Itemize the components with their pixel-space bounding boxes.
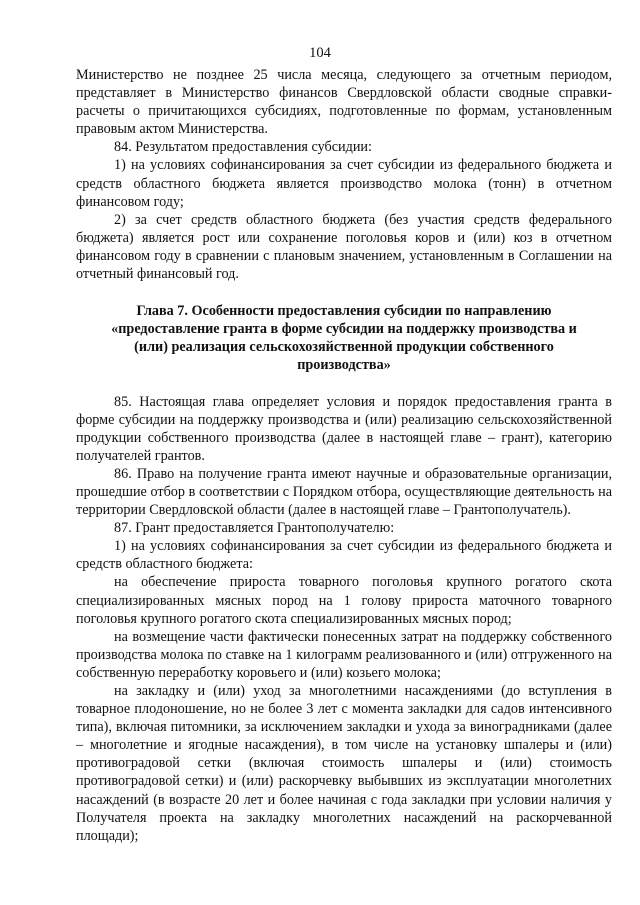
paragraph-continuation: Министерство не позднее 25 числа месяца, следующего за отчетным периодом, представляет в Министерство финансов Свердловской области сводные справки-расчеты о причитающихся субсидиях, подготовленные по формам, установленным правовым актом Министерства.: [76, 67, 612, 138]
paragraph-84-item-2: 2) за счет средств областного бюджета (без участия средств федерального бюджета) является рост или сохранение поголовья коров и (или) коз в отчетном финансовом году в сравнении с плановым значением, установленным в Соглашении на отчетный финансовый год.: [76, 211, 612, 283]
paragraph-87-subitem-milk: на возмещение части фактически понесенных затрат на поддержку собственного производства молока по ставке на 1 килограмм реализованного и (или) отгруженного на собственную переработку коровьего и (или) козьего молока;: [76, 628, 612, 681]
paragraph-86: 86. Право на получение гранта имеют научные и образовательные организации, прошедшие отбор в соответствии с Порядком отбора, осуществляющие деятельность на территории Свердловской области (далее в настоящей главе – Грантополучатель).: [76, 465, 612, 519]
spacer: [76, 375, 612, 393]
page-number: 104: [309, 45, 331, 61]
chapter-heading: Глава 7. Особенности предоставления субсидии по направлению «предоставление гранта в форме субсидии на поддержку производства и (или) реализация сельскохозяйственной продукции собственного производства»: [111, 303, 577, 374]
paragraph-87-item-1: 1) на условиях софинансирования за счет субсидии из федерального бюджета и средств областного бюджета:: [76, 538, 612, 573]
paragraph-87: 87. Грант предоставляется Грантополучателю:: [114, 520, 395, 537]
paragraph-87-subitem-orchards: на закладку и (или) уход за многолетними насаждениями (до вступления в товарное плодоношение, но не более 3 лет с момента закладки для садов интенсивного типа), включая питомники, за исключением закладки и ухода за виноградниками (далее – многолетние и ягодные насаждения), в том числе на установку шпалеры и (или) противоградовой сетки (включая стоимость шпалеры и (или) стоимость противоградовой сетки) и (или) раскорчевку выбывших из эксплуатации многолетних насаждений (в возрасте 20 лет и более начиная с года закладки при условии наличия у Получателя проекта на закладку многолетних насаждений на раскорчеванной площади);: [76, 683, 612, 844]
paragraph-84-item-1: 1) на условиях софинансирования за счет субсидии из федерального бюджета и средств областного бюджета является производство молока (тонн) в отчетном финансовом году;: [76, 157, 612, 210]
document-body: [76, 66, 612, 845]
paragraph-85: 85. Настоящая глава определяет условия и порядок предоставления гранта в форме субсидии на поддержку производства и (или) реализацию сельскохозяйственной продукции собственного производства (далее в настоящей главе – грант), категорию получателей грантов.: [76, 393, 612, 464]
paragraph-84: 84. Результатом предоставления субсидии:: [114, 139, 372, 156]
paragraph-87-subitem-livestock: на обеспечение прироста товарного поголовья крупного рогатого скота специализированных мясных пород на 1 голову прироста маточного товарного поголовья крупного рогатого скота специализированных мясных пород;: [76, 574, 612, 627]
spacer: [76, 283, 612, 302]
